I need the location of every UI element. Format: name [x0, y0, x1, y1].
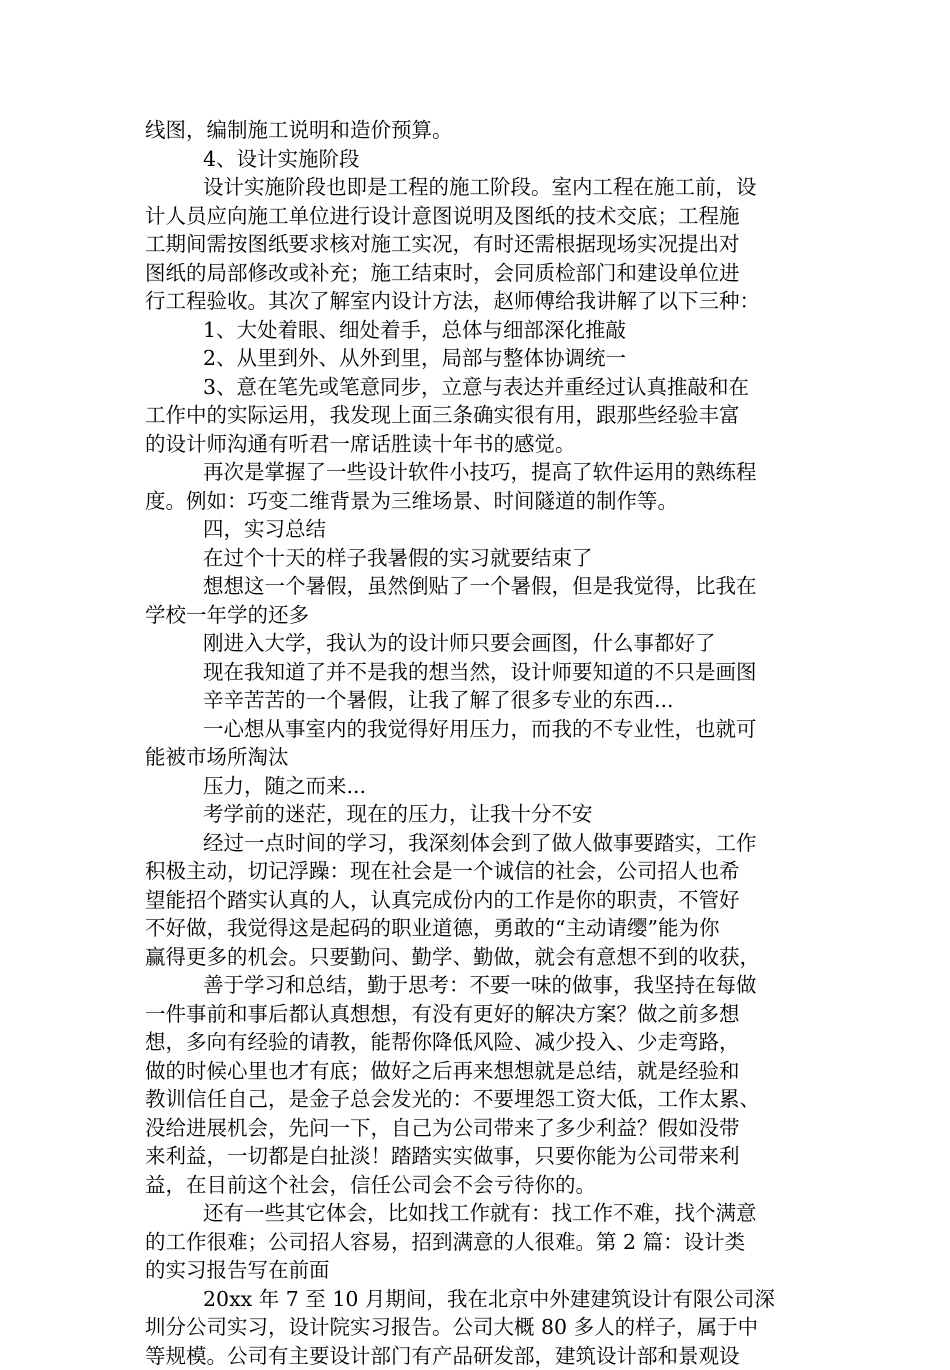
- text-line: 4、设计实施阶段: [145, 145, 805, 174]
- text-line: 想，多向有经验的请教，能帮你降低风险、减少投入、少走弯路，: [145, 1028, 805, 1057]
- text-line: 四，实习总结: [145, 515, 805, 544]
- text-line: 刚进入大学，我认为的设计师只要会画图，什么事都好了: [145, 629, 805, 658]
- text-line: 辛辛苦苦的一个暑假，让我了解了很多专业的东西...: [145, 686, 805, 715]
- text-line: 在过个十天的样子我暑假的实习就要结束了: [145, 544, 805, 573]
- text-line: 3、意在笔先或笔意同步，立意与表达并重经过认真推敲和在: [145, 373, 805, 402]
- text-line: 的工作很难；公司招人容易，招到满意的人很难。第 2 篇：设计类: [145, 1228, 805, 1257]
- text-line: 线图，编制施工说明和造价预算。: [145, 116, 805, 145]
- text-line: 一心想从事室内的我觉得好用压力，而我的不专业性，也就可: [145, 715, 805, 744]
- text-line: 益，在目前这个社会，信任公司会不会亏待你的。: [145, 1171, 805, 1200]
- text-line: 一件事前和事后都认真想想，有没有更好的解决方案？做之前多想: [145, 1000, 805, 1029]
- text-line: 1、大处着眼、细处着手，总体与细部深化推敲: [145, 316, 805, 345]
- text-line: 想想这一个暑假，虽然倒贴了一个暑假，但是我觉得，比我在: [145, 572, 805, 601]
- text-line: 善于学习和总结，勤于思考：不要一味的做事，我坚持在每做: [145, 971, 805, 1000]
- text-line: 20xx 年 7 至 10 月期间，我在北京中外建建筑设计有限公司深: [145, 1285, 805, 1314]
- text-line: 行工程验收。其次了解室内设计方法，赵师傅给我讲解了以下三种：: [145, 287, 805, 316]
- text-line: 做的时候心里也才有底；做好之后再来想想就是总结，就是经验和: [145, 1057, 805, 1086]
- text-line: 望能招个踏实认真的人，认真完成份内的工作是你的职责，不管好: [145, 886, 805, 915]
- text-line: 考学前的迷茫，现在的压力，让我十分不安: [145, 800, 805, 829]
- text-line: 图纸的局部修改或补充；施工结束时，会同质检部门和建设单位进: [145, 259, 805, 288]
- text-line: 计人员应向施工单位进行设计意图说明及图纸的技术交底；工程施: [145, 202, 805, 231]
- text-line: 学校一年学的还多: [145, 601, 805, 630]
- text-line: 度。例如：巧变二维背景为三维场景、时间隧道的制作等。: [145, 487, 805, 516]
- text-line: 现在我知道了并不是我的想当然，设计师要知道的不只是画图: [145, 658, 805, 687]
- text-line: 圳分公司实习，设计院实习报告。公司大概 80 多人的样子，属于中: [145, 1313, 805, 1342]
- text-line: 压力，随之而来...: [145, 772, 805, 801]
- text-line: 来利益，一切都是白扯淡！踏踏实实做事，只要你能为公司带来利: [145, 1142, 805, 1171]
- text-line: 工期间需按图纸要求核对施工实况，有时还需根据现场实况提出对: [145, 230, 805, 259]
- text-line: 不好做，我觉得这是起码的职业道德，勇敢的“主动请缨”能为你: [145, 914, 805, 943]
- text-line: 经过一点时间的学习，我深刻体会到了做人做事要踏实，工作: [145, 829, 805, 858]
- text-line: 教训信任自己，是金子总会发光的：不要埋怨工资大低，工作太累、: [145, 1085, 805, 1114]
- text-line: 没给进展机会，先问一下，自己为公司带来了多少利益？假如没带: [145, 1114, 805, 1143]
- text-line: 工作中的实际运用，我发现上面三条确实很有用，跟那些经验丰富: [145, 401, 805, 430]
- text-line: 设计实施阶段也即是工程的施工阶段。室内工程在施工前，设: [145, 173, 805, 202]
- text-line: 还有一些其它体会，比如找工作就有：找工作不难，找个满意: [145, 1199, 805, 1228]
- text-line: 的实习报告写在前面: [145, 1256, 805, 1285]
- text-line: 能被市场所淘汰: [145, 743, 805, 772]
- text-line: 等规模。公司有主要设计部门有产品研发部，建筑设计部和景观设: [145, 1342, 805, 1370]
- text-line: 的设计师沟通有听君一席话胜读十年书的感觉。: [145, 430, 805, 459]
- text-line: 赢得更多的机会。只要勤问、勤学、勤做，就会有意想不到的收获，: [145, 943, 805, 972]
- text-line: 2、从里到外、从外到里，局部与整体协调统一: [145, 344, 805, 373]
- text-line: 再次是掌握了一些设计软件小技巧，提高了软件运用的熟练程: [145, 458, 805, 487]
- text-line: 积极主动，切记浮躁：现在社会是一个诚信的社会，公司招人也希: [145, 857, 805, 886]
- document-body: [145, 116, 805, 1370]
